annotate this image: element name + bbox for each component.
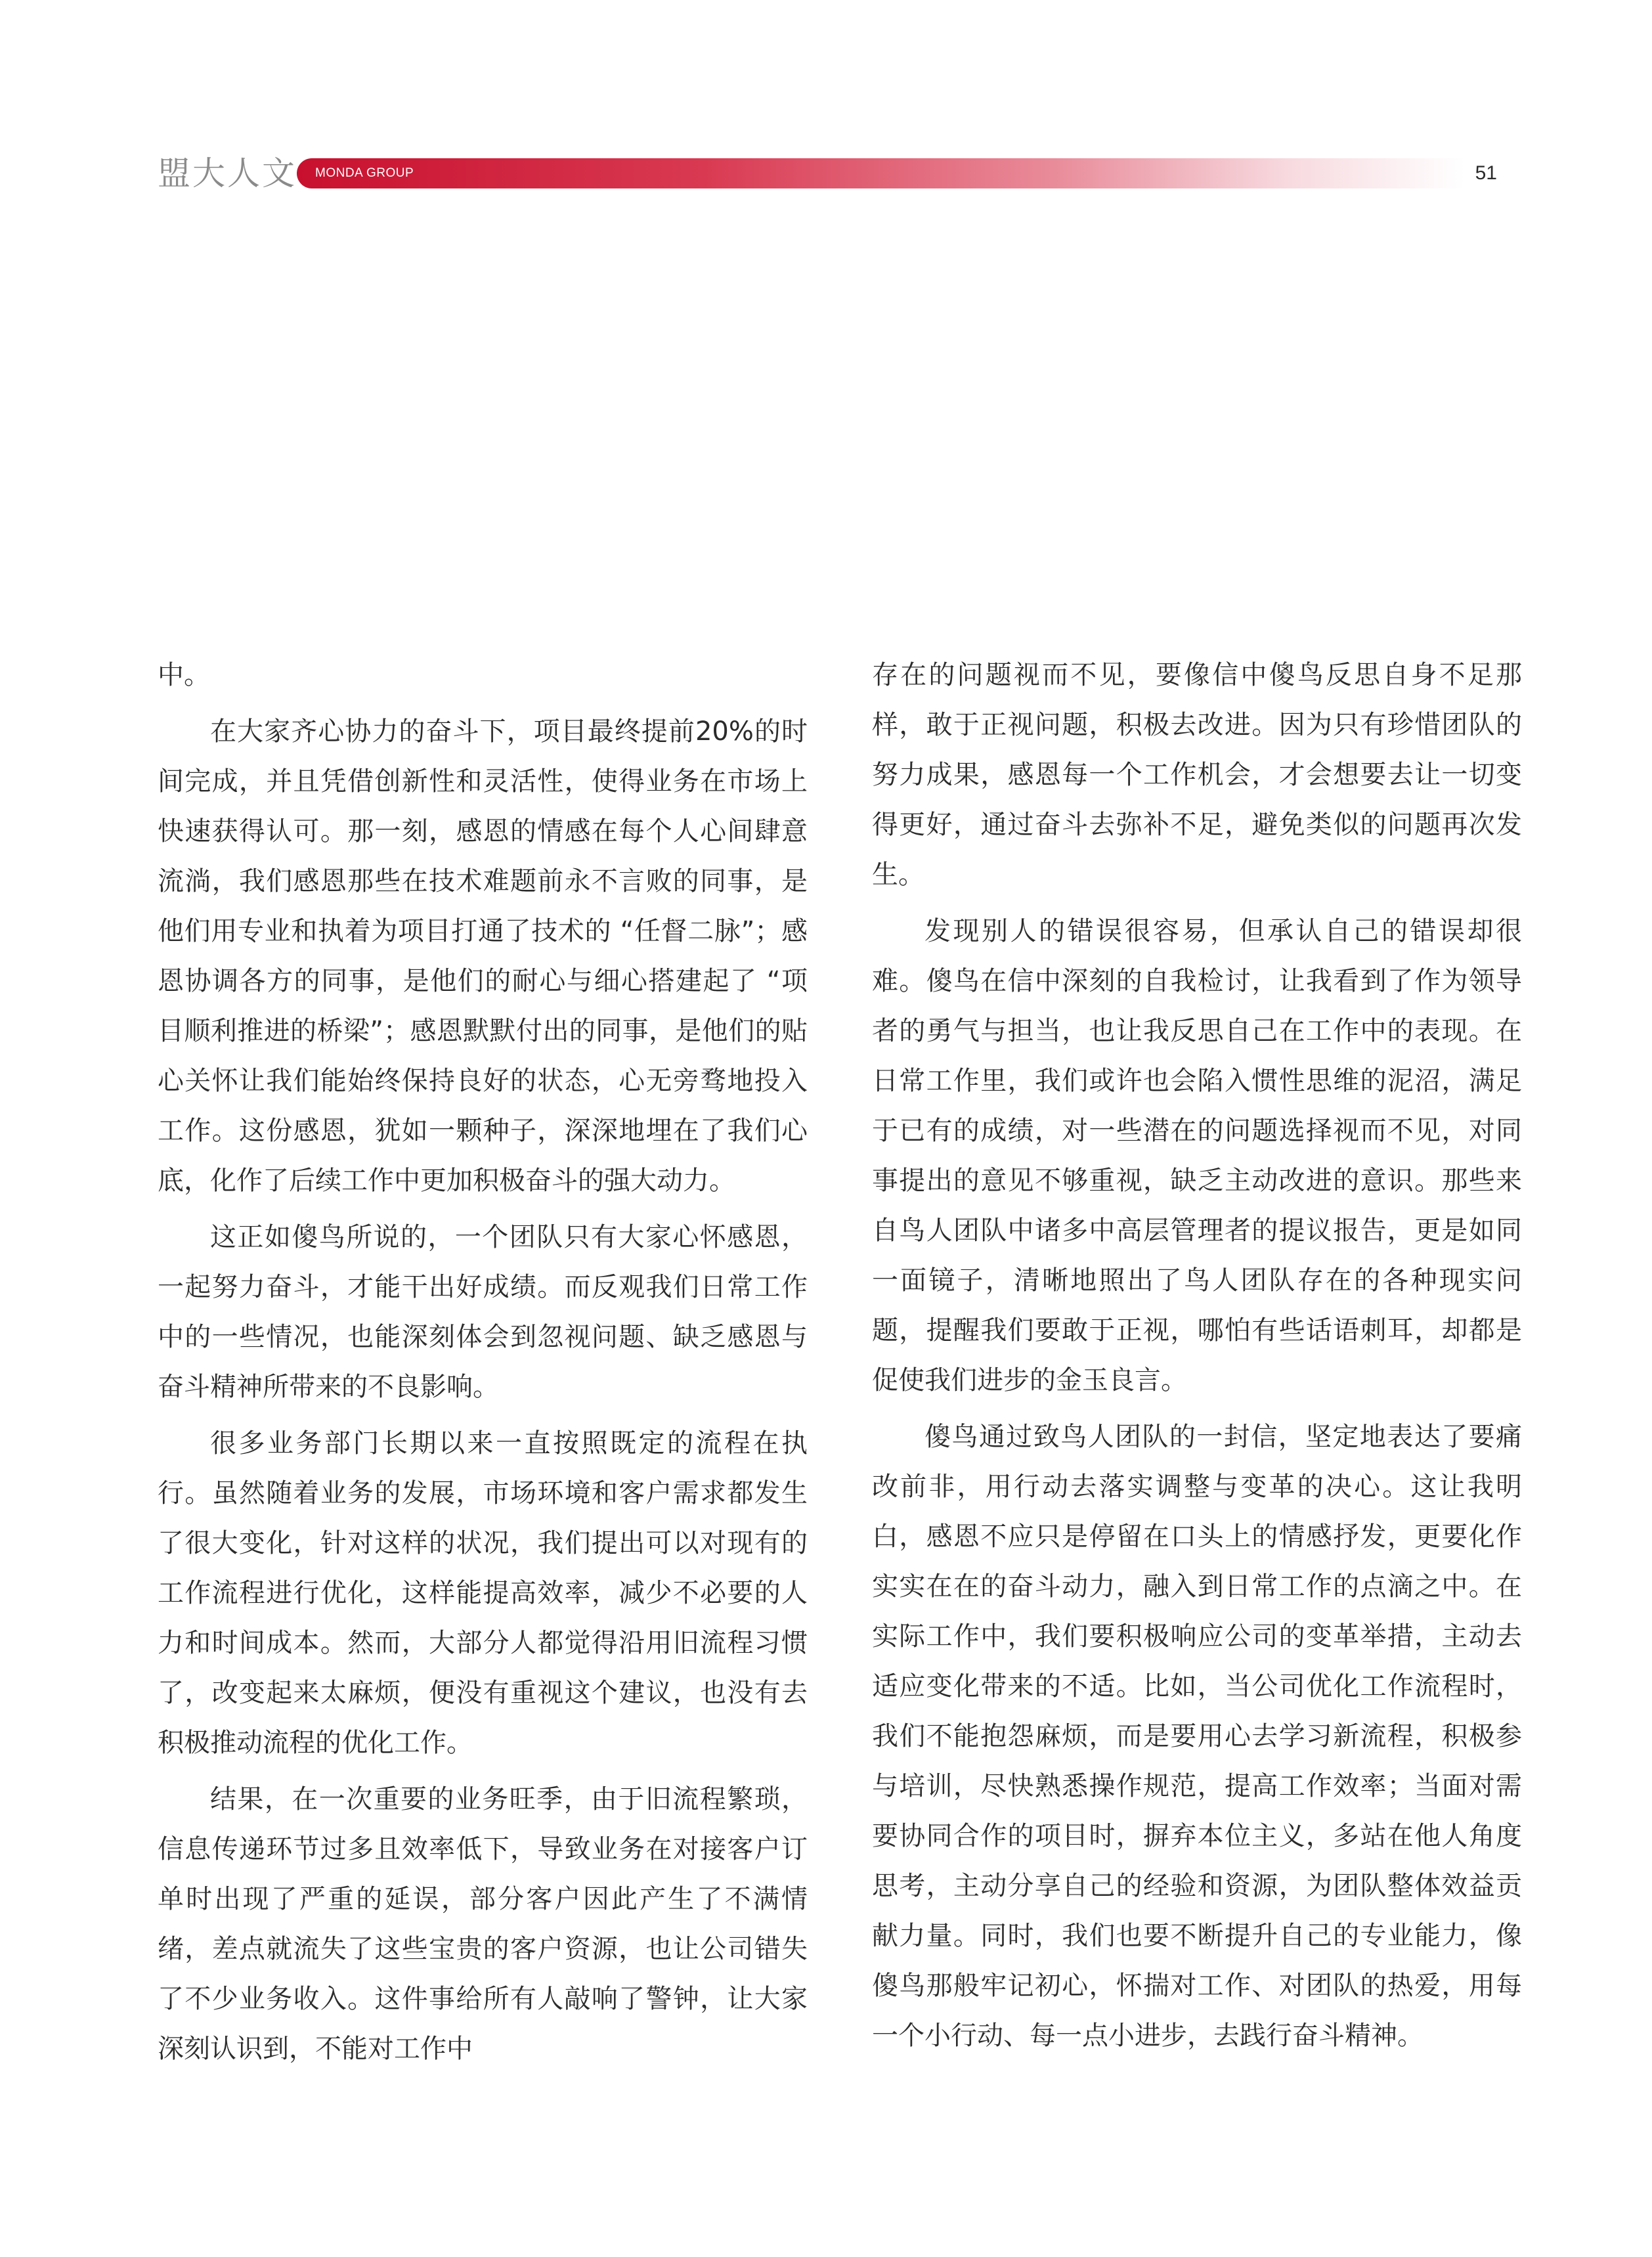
paragraph: 很多业务部门长期以来一直按照既定的流程在执行。虽然随着业务的发展，市场环境和客户需求都发生了很大变化，针对这样的状况，我们提出可以对现有的工作流程进行优化，这样能提高效率，减少不必要的人力和时间成本。然而，大部分人都觉得沿用旧流程习惯了，改变起来太麻烦，便没有重视这个建议，也没有去积极推动流程的优化工作。 <box>158 1428 808 1758</box>
brand-gradient-bar <box>297 158 1464 188</box>
brand-name: MONDA GROUP <box>315 166 414 180</box>
right-column <box>872 650 1522 2067</box>
paragraph: 存在的问题视而不见，要像信中傻鸟反思自身不足那样，敢于正视问题，积极去改进。因为只有珍惜团队的努力成果，感恩每一个工作机会，才会想要去让一切变得更好，通过奋斗去弥补不足，避免类似的问题再次发生。 <box>872 660 1522 890</box>
paragraph: 中。 <box>158 660 210 690</box>
paragraph: 结果，在一次重要的业务旺季，由于旧流程繁琐，信息传递环节过多且效率低下，导致业务在对接客户订单时出现了严重的延误，部分客户因此产生了不满情绪，差点就流失了这些宝贵的客户资源，也让公司错失了不少业务收入。这件事给所有人敲响了警钟，让大家深刻认识到，不能对工作中 <box>158 1784 808 2064</box>
paragraph: 傻鸟通过致鸟人团队的一封信，坚定地表达了要痛改前非，用行动去落实调整与变革的决心。这让我明白，感恩不应只是停留在口头上的情感抒发，更要化作实实在在的奋斗动力，融入到日常工作的点滴之中。在实际工作中，我们要积极响应公司的变革举措，主动去适应变化带来的不适。比如，当公司优化工作流程时，我们不能抱怨麻烦，而是要用心去学习新流程，积极参与培训，尽快熟悉操作规范，提高工作效率；当面对需要协同合作的项目时，摒弃本位主义，多站在他人角度思考，主动分享自己的经验和资源，为团队整体效益贡献力量。同时，我们也要不断提升自己的专业能力，像傻鸟那般牢记初心，怀揣对工作、对团队的热爱，用每一个小行动、每一点小进步，去践行奋斗精神。 <box>872 1422 1522 2051</box>
page-header <box>158 147 1497 200</box>
left-column <box>158 650 808 2080</box>
magazine-title: 盟大人文 <box>158 154 297 192</box>
page-number: 51 <box>1475 162 1497 184</box>
paragraph: 发现别人的错误很容易，但承认自己的错误却很难。傻鸟在信中深刻的自我检讨，让我看到了作为领导者的勇气与担当，也让我反思自己在工作中的表现。在日常工作里，我们或许也会陷入惯性思维的泥沼，满足于已有的成绩，对一些潜在的问题选择视而不见，对同事提出的意见不够重视，缺乏主动改进的意识。那些来自鸟人团队中诸多中高层管理者的提议报告，更是如同一面镜子，清晰地照出了鸟人团队存在的各种现实问题，提醒我们要敢于正视，哪怕有些话语刺耳，却都是促使我们进步的金玉良言。 <box>872 916 1522 1395</box>
paragraph: 这正如傻鸟所说的，一个团队只有大家心怀感恩，一起努力奋斗，才能干出好成绩。而反观我们日常工作中的一些情况，也能深刻体会到忽视问题、缺乏感恩与奋斗精神所带来的不良影响。 <box>158 1222 808 1402</box>
paragraph: 在大家齐心协力的奋斗下，项目最终提前20%的时间完成，并且凭借创新性和灵活性，使得业务在市场上快速获得认可。那一刻，感恩的情感在每个人心间肆意流淌，我们感恩那些在技术难题前永不言败的同事，是他们用专业和执着为项目打通了技术的 “任督二脉”；感恩协调各方的同事，是他们的耐心与细心搭建起了 “项目顺利推进的桥梁”；感恩默默付出的同事，是他们的贴心关怀让我们能始终保持良好的状态，心无旁骛地投入工作。这份感恩，犹如一颗种子，深深地埋在了我们心底，化作了后续工作中更加积极奋斗的强大动力。 <box>158 716 808 1196</box>
